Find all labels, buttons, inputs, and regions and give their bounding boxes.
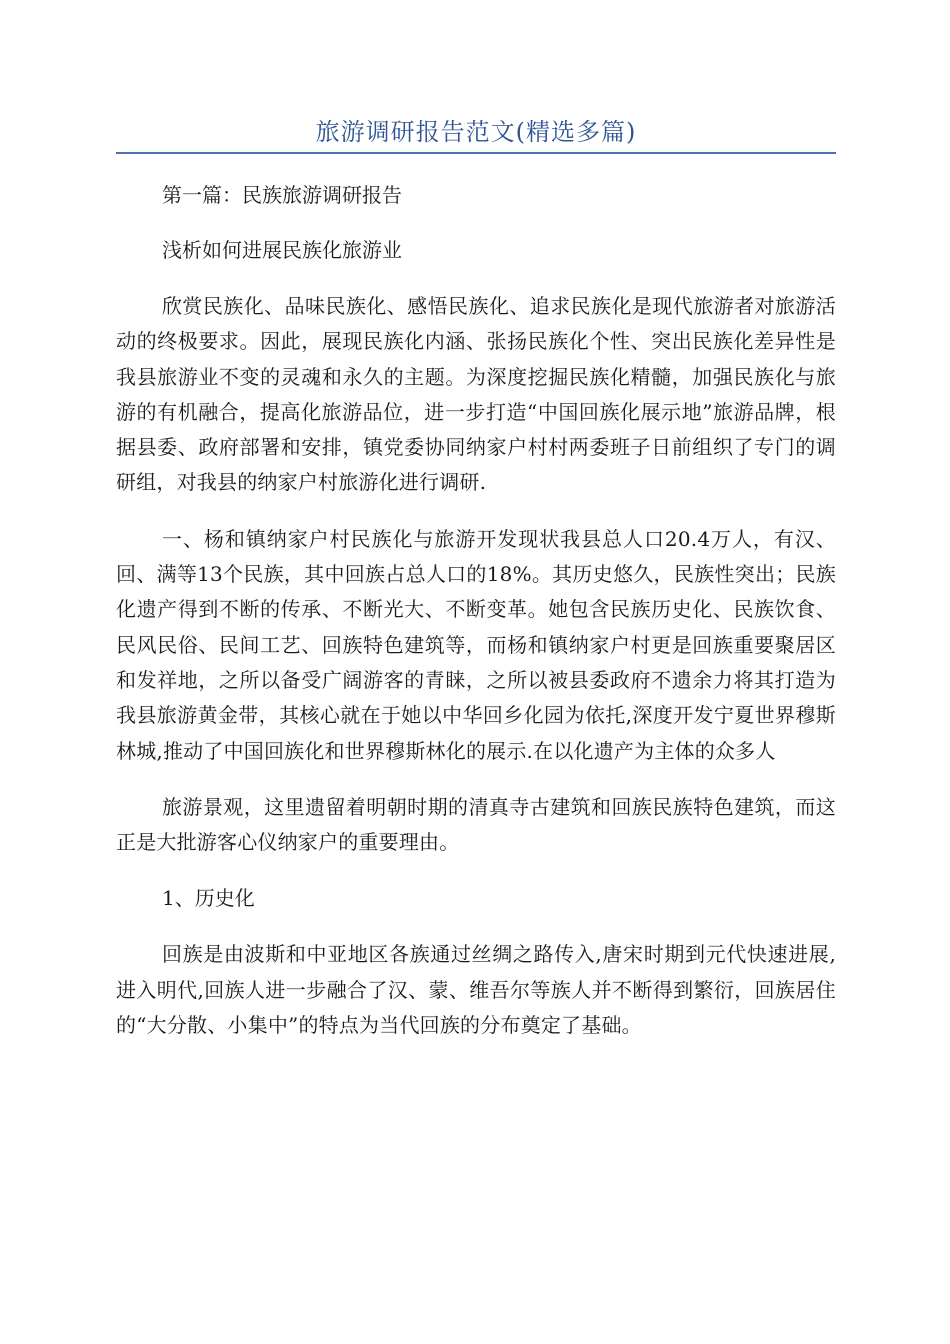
paragraph-intro: 欣赏民族化、品味民族化、感悟民族化、追求民族化是现代旅游者对旅游活动的终极要求。因此，展现民族化内涵、张扬民族化个性、突出民族化差异性是我县旅游业不变的灵魂和永久的主题。为深度挖掘民族化精髓，加强民族化与旅游的有机融合，提高化旅游品位，进一步打造“中国回族化展示地”旅游品牌，根据县委、政府部署和安排，镇党委协同纳家户村村两委班子日前组织了专门的调研组，对我县的纳家户村旅游化进行调研. [116, 294, 836, 495]
paragraph-landscape: 旅游景观，这里遗留着明朝时期的清真寺古建筑和回族民族特色建筑，而这正是大批游客心仪纳家户的重要理由。 [116, 794, 836, 855]
section-heading: 1、历史化 [162, 886, 255, 911]
document-page [116, 112, 836, 1043]
document-title: 旅游调研报告范文(精选多篇) [315, 118, 637, 146]
paragraph-history: 回族是由波斯和中亚地区各族通过丝绸之路传入,唐宋时期到元代快速进展,进入明代,回族人进一步融合了汉、蒙、维吾尔等族人并不断得到繁衍，回族居住的“大分散、小集中”的特点为当代回族的分布奠定了基础。 [116, 942, 836, 1038]
paragraph-status: 一、杨和镇纳家户村民族化与旅游开发现状我县总人口20.4万人，有汉、回、满等13个民族，其中回族占总人口的18%。其历史悠久，民族性突出；民族化遗产得到不断的传承、不断光大、不断变革。她包含民族历史化、民族饮食、民风民俗、民间工艺、回族特色建筑等，而杨和镇纳家户村更是回族重要聚居区和发祥地，之所以备受广阔游客的青睐，之所以被县委政府不遗余力将其打造为我县旅游黄金带，其核心就在于她以中华回乡化园为依托,深度开发宁夏世界穆斯林城,推动了中国回族化和世界穆斯林化的展示.在以化遗产为主体的众多人 [116, 526, 836, 763]
subtitle: 浅析如何进展民族化旅游业 [162, 238, 402, 262]
chapter-heading: 第一篇：民族旅游调研报告 [162, 183, 402, 207]
